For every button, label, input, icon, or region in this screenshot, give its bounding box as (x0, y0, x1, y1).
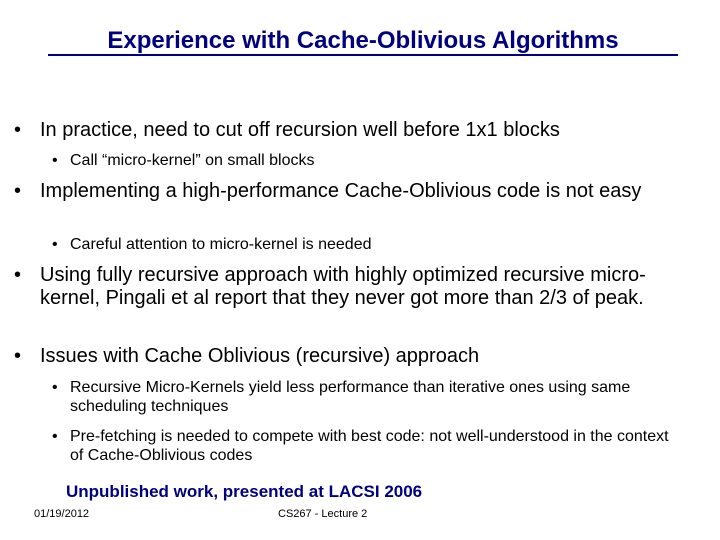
bullet-marker: • (52, 152, 58, 169)
bullet-marker: • (14, 345, 22, 367)
bullet-marker: • (14, 119, 22, 141)
slide-title: Experience with Cache-Oblivious Algorithms (107, 27, 619, 54)
bullet-marker: • (52, 428, 58, 445)
bullet-marker: • (14, 180, 22, 202)
sub-bullet-item (52, 235, 692, 254)
bullet-item (14, 264, 674, 310)
bullet-item (14, 180, 654, 203)
bullet-text: In practice, need to cut off recursion well before 1x1 blocks (40, 119, 560, 141)
sub-bullet-item (52, 151, 692, 170)
bullet-item (14, 345, 704, 368)
sub-bullet-text: Call “micro-kernel” on small blocks (70, 152, 315, 169)
bullet-text: Using fully recursive approach with highly optimized recursive micro-kernel, Pingali et al report that they never got more than 2/3 of peak. (40, 264, 646, 309)
footer-date: 01/19/2012 (34, 508, 90, 520)
bullet-marker: • (52, 236, 58, 253)
publication-note: Unpublished work, presented at LACSI 2006 (66, 482, 423, 501)
bullet-marker: • (14, 264, 22, 286)
sub-bullet-text: Careful attention to micro-kernel is needed (70, 236, 372, 253)
bullet-item (14, 119, 704, 142)
sub-bullet-item (52, 378, 672, 416)
sub-bullet-text: Pre-fetching is needed to compete with best code: not well-understood in the context of Cache-Oblivious codes (70, 428, 669, 464)
sub-bullet-item (52, 427, 672, 465)
bullet-marker: • (52, 379, 58, 396)
bullet-text: Implementing a high-performance Cache-Oblivious code is not easy (40, 180, 642, 202)
sub-bullet-text: Recursive Micro-Kernels yield less performance than iterative ones using same scheduling techniques (70, 379, 631, 415)
bullet-text: Issues with Cache Oblivious (recursive) approach (40, 345, 480, 367)
footer-course-label: CS267 - Lecture 2 (278, 508, 368, 520)
